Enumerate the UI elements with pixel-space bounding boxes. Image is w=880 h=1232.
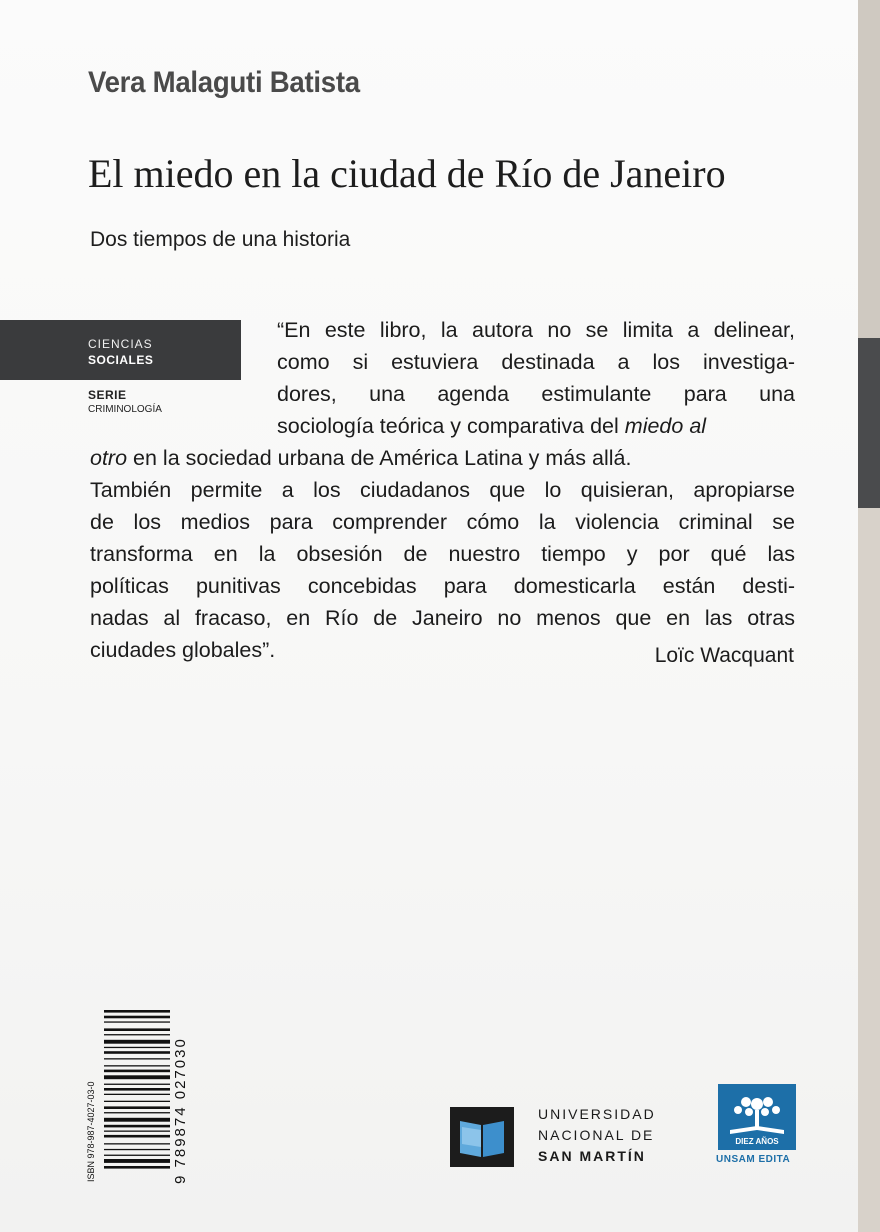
barcode-bar [104, 1040, 170, 1044]
serie-label: SERIE [88, 388, 127, 402]
anniversary-badge: DIEZ AÑOS [735, 1137, 779, 1146]
barcode-bar [104, 1084, 170, 1085]
barcode-bar [104, 1101, 170, 1102]
barcode-bar [104, 1088, 170, 1091]
serie-name: CRIMINOLOGÍA [88, 404, 162, 415]
quote-line: en la sociedad urbana de América Latina y más allá. [133, 446, 632, 470]
quote-line: “En este libro, la autora no se limita a delinear, [277, 318, 795, 342]
quote-line: de los medios para comprender cómo la violencia criminal se [90, 510, 795, 534]
book-logo-icon [450, 1107, 514, 1167]
barcode-bar [104, 1155, 170, 1156]
quote-italic: otro [90, 446, 128, 470]
barcode-bar [104, 1106, 170, 1109]
barcode-bar [104, 1065, 170, 1066]
quote-line: como si estuviera destinada a los investiga- [277, 350, 795, 374]
barcode-bar [104, 1028, 170, 1031]
barcode-bar [104, 1058, 170, 1059]
barcode-bar [104, 1094, 170, 1095]
barcode-bar [104, 1034, 170, 1035]
imprint-name: UNSAM EDITA [716, 1154, 791, 1165]
series-label-1: CIENCIAS [88, 337, 153, 351]
barcode-bar [104, 1112, 170, 1113]
series-label-2: SOCIALES [88, 353, 154, 367]
spine-light-band [858, 508, 880, 1232]
barcode-digits: 9 789874 027030 [172, 1037, 189, 1184]
barcode-bar [104, 1021, 170, 1022]
author-name: Vera Malaguti Batista [88, 66, 360, 99]
barcode-bar [104, 1135, 170, 1138]
tree-emblem-icon [718, 1084, 796, 1150]
barcode-bar [104, 1166, 170, 1169]
barcode-bar [104, 1051, 170, 1054]
publisher-line-3: SAN MARTÍN [538, 1148, 646, 1164]
barcode-bar [104, 1159, 170, 1163]
publisher-line-2: NACIONAL DE [538, 1127, 655, 1143]
barcode-bar [104, 1075, 170, 1079]
quote-line: sociología teórica y comparativa del [277, 414, 619, 438]
quote-line: transforma en la obsesión de nuestro tiempo y por qué las [90, 542, 795, 566]
barcode-bar [104, 1070, 170, 1073]
barcode-bar [104, 1016, 170, 1019]
book-subtitle: Dos tiempos de una historia [90, 228, 351, 251]
barcode-bar [104, 1149, 170, 1150]
publisher-line-1: UNIVERSIDAD [538, 1106, 656, 1122]
quote-line: políticas punitivas concebidas para domesticarla están desti- [90, 574, 795, 598]
book-title: El miedo en la ciudad de Río de Janeiro [88, 151, 726, 196]
quote-line: También permite a los ciudadanos que lo quisieran, apropiarse [90, 478, 795, 502]
publisher-name [538, 1104, 656, 1167]
barcode-bar [104, 1047, 170, 1048]
isbn-text: ISBN 978-987-4027-03-0 [86, 1081, 96, 1182]
barcode-bar [104, 1125, 170, 1128]
barcode-bar [104, 1010, 170, 1013]
quote-line: nadas al fracaso, en Río de Janeiro no menos que en las otras [90, 606, 795, 630]
quote-attribution: Loïc Wacquant [654, 644, 794, 667]
quote-italic: miedo al [624, 414, 707, 438]
barcode-bar [104, 1143, 170, 1144]
barcode-bar [104, 1118, 170, 1122]
spine-dark-band [858, 338, 880, 508]
quote-line: dores, una agenda estimulante para una [277, 382, 795, 406]
barcode-bar [104, 1131, 170, 1132]
quote-line: ciudades globales”. [90, 638, 276, 662]
